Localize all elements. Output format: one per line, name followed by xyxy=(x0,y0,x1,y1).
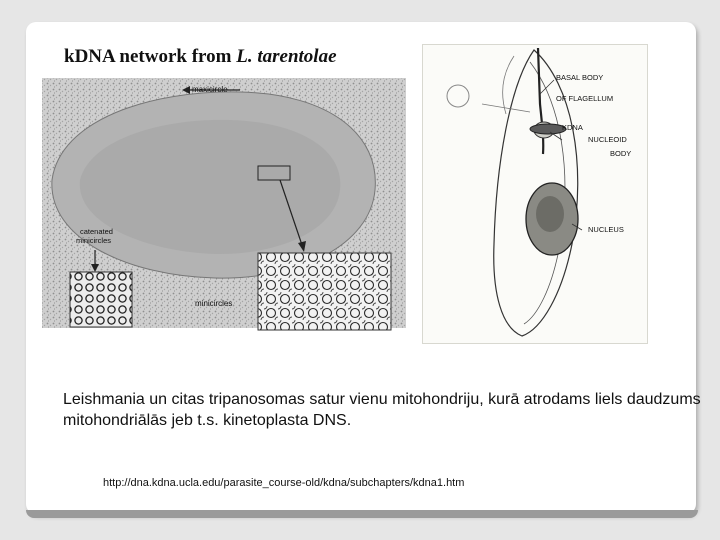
label-minicircles: minicircles xyxy=(195,299,233,308)
source-url[interactable]: http://dna.kdna.ucla.edu/parasite_course-old/kdna/subchapters/kdna1.htm xyxy=(103,477,465,489)
label-nucleus: NUCLEUS xyxy=(588,225,624,234)
figure-title-species: L. tarentolae xyxy=(236,46,337,67)
minicircles-inset xyxy=(258,253,391,330)
label-basal-1: BASAL BODY xyxy=(556,73,604,82)
figure-title-prefix: kDNA network from xyxy=(64,46,237,67)
caption-text: Leishmania un citas tripanosomas satur vienu mitohondriju, kurā atrodams liels daudzums mitohondriālās jeb t.s. kinetoplasta DNS. xyxy=(63,391,701,429)
kdna-network-figure xyxy=(40,40,410,332)
leishmania-drawing xyxy=(422,44,648,344)
label-basal-2: OF FLAGELLUM xyxy=(556,94,614,103)
catenated-inset xyxy=(70,272,132,327)
figure-title xyxy=(64,46,337,68)
label-maxicircle: maxicircle xyxy=(192,85,228,94)
label-catenated-1: catenated xyxy=(80,227,113,236)
kinetoplast xyxy=(530,124,566,134)
slide-bottom-bar xyxy=(26,510,698,518)
leishmania-diagram xyxy=(422,44,648,344)
label-kdna: KDNA xyxy=(562,123,583,132)
label-nucleoid-1: NUCLEOID xyxy=(588,135,627,144)
kdna-micrograph xyxy=(40,40,410,332)
label-catenated-2: minicircles xyxy=(76,236,112,245)
label-nucleoid-2: BODY xyxy=(610,149,632,158)
